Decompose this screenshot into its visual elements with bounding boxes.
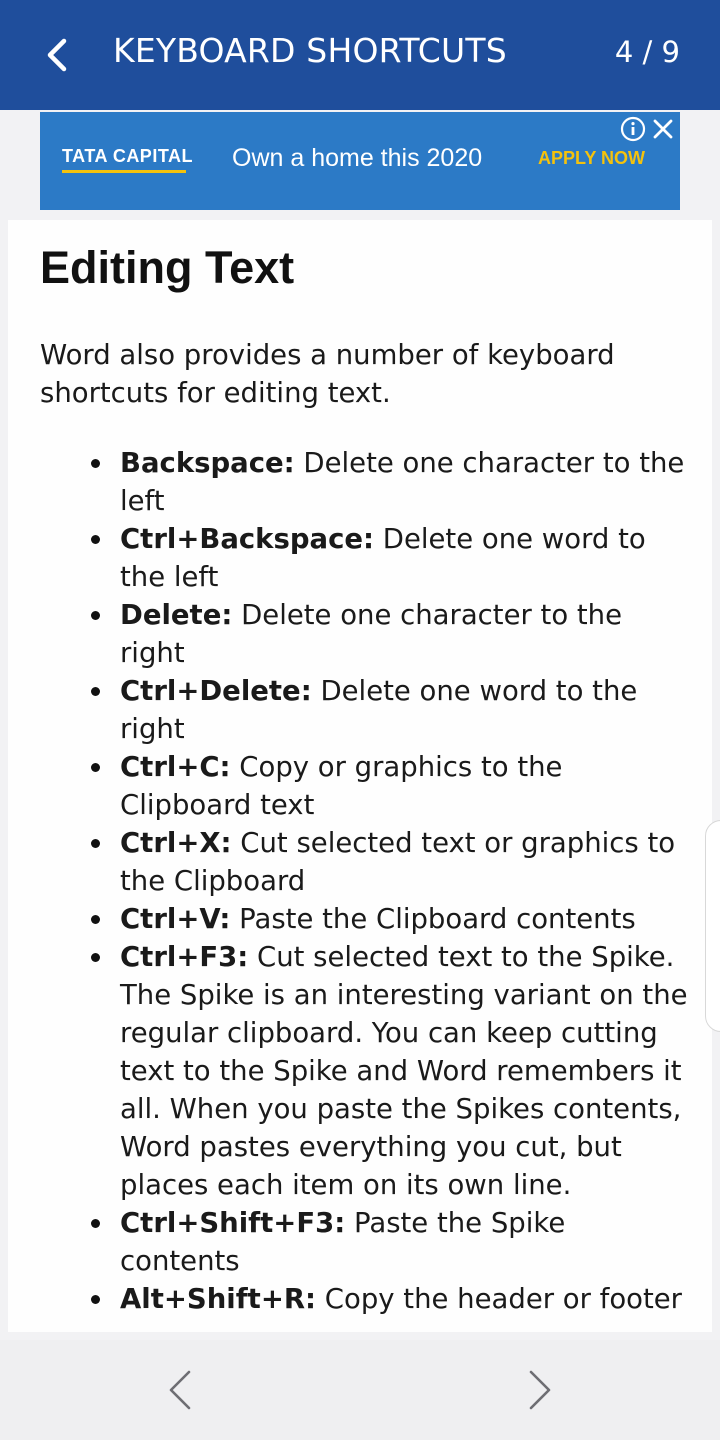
article-intro: Word also provides a number of keyboard shortcuts for editing text. [40,339,615,409]
shortcut-description: Paste the Spike contents [120,1207,566,1277]
article-heading: Editing Text [40,242,295,293]
side-panel-handle[interactable] [705,820,720,1032]
bullet [91,915,100,924]
shortcut-description: Paste the Clipboard contents [230,903,636,935]
bullet [91,459,100,468]
bullet [91,839,100,848]
shortcut-key: Ctrl+Shift+F3: [120,1207,346,1239]
next-page-button[interactable] [510,1362,570,1418]
shortcut-item [120,520,690,596]
shortcut-item [120,1280,690,1318]
page-counter: 4 / 9 [614,35,680,69]
shortcut-description: Delete one word to the right [120,675,638,745]
previous-page-button[interactable] [150,1362,210,1418]
shortcut-key: Alt+Shift+R: [120,1283,317,1315]
ad-headline: Own a home this 2020 [232,144,483,172]
shortcut-key: Ctrl+Delete: [120,675,312,707]
shortcut-item [120,748,690,824]
shortcut-key: Ctrl+X: [120,827,232,859]
shortcut-description: Copy the header or footer [316,1283,682,1315]
shortcut-key: Ctrl+F3: [120,941,249,973]
shortcut-list [120,444,690,1318]
ad-brand-underline [62,170,186,173]
chevron-right-icon [525,1368,555,1412]
shortcut-key: Ctrl+C: [120,751,231,783]
ad-brand: TATA CAPITAL [62,146,193,166]
page-title: KEYBOARD SHORTCUTS [113,31,507,70]
bullet [91,953,100,962]
shortcut-item [120,900,690,938]
shortcut-description: Cut selected text to the Spike. The Spike is an interesting variant on the regular clipboard. You can keep cutting text to the Spike and Word remembers it all. When you paste the Spikes contents, Word pastes everything you cut, but places each item on its own line. [120,941,688,1201]
ad-banner[interactable] [40,112,680,210]
bottom-navigation [0,1340,720,1440]
ad-apply-button[interactable]: APPLY NOW [538,148,646,168]
app-bar [0,0,720,110]
bullet [91,611,100,620]
close-icon[interactable] [650,116,676,142]
shortcut-description: Delete one character to the right [120,599,623,669]
bullet [91,763,100,772]
shortcut-key: Ctrl+V: [120,903,231,935]
shortcut-key: Delete: [120,599,233,631]
shortcut-description: Delete one character to the left [120,447,685,517]
shortcut-description: Delete one word to the left [120,523,646,593]
chevron-left-icon [42,37,70,73]
shortcut-key: Backspace: [120,447,295,479]
info-icon[interactable] [620,116,646,142]
shortcut-key: Ctrl+Backspace: [120,523,375,555]
article-content[interactable] [8,220,712,1332]
bullet [91,687,100,696]
bullet [91,1295,100,1304]
bullet [91,535,100,544]
back-button[interactable] [30,26,82,84]
shortcut-item [120,596,690,672]
shortcut-item [120,444,690,520]
shortcut-description: Copy or graphics to the Clipboard text [120,751,563,821]
bullet [91,1219,100,1228]
shortcut-item [120,938,690,1204]
shortcut-item [120,672,690,748]
shortcut-description: Cut selected text or graphics to the Clipboard [120,827,676,897]
shortcut-item [120,1204,690,1280]
chevron-left-icon [165,1368,195,1412]
shortcut-item [120,824,690,900]
